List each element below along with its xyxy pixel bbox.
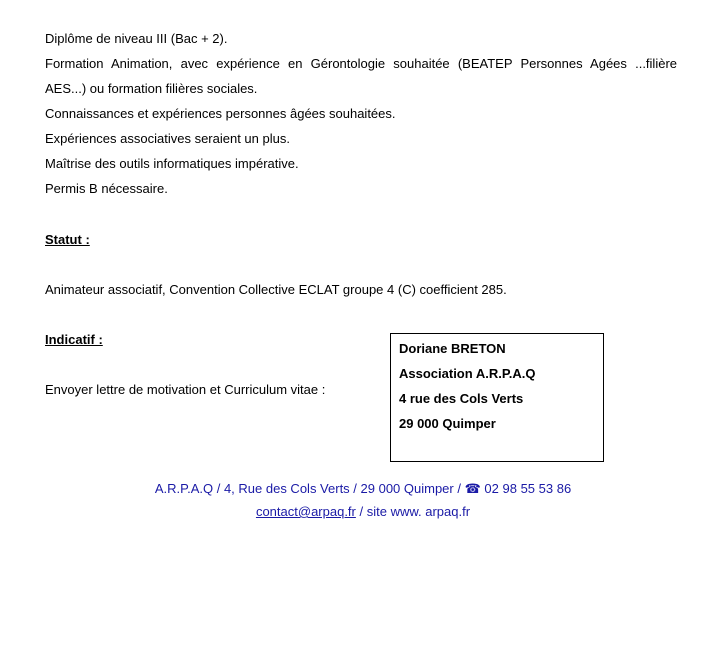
statut-text: Animateur associatif, Convention Collective ECLAT groupe 4 (C) coefficient 285. <box>45 282 507 297</box>
requirement-knowledge: Connaissances et expériences personnes âgées souhaitées. <box>45 106 396 121</box>
address-street: 4 rue des Cols Verts <box>399 391 524 406</box>
footer-address: A.R.P.A.Q / 4, Rue des Cols Verts / 29 000 Quimper / <box>154 481 461 496</box>
requirement-diploma: Diplôme de niveau III (Bac + 2). <box>45 31 228 46</box>
indicatif-instruction: Envoyer lettre de motivation et Curriculum vitae : <box>45 382 326 397</box>
requirement-training-cont: AES...) ou formation filières sociales. <box>45 81 258 96</box>
address-box <box>390 333 604 462</box>
indicatif-heading: Indicatif : <box>45 332 103 347</box>
address-org: Association A.R.P.A.Q <box>399 366 536 381</box>
footer-site: / site www. arpaq.fr <box>359 504 471 519</box>
address-city: 29 000 Quimper <box>399 416 496 431</box>
statut-heading: Statut : <box>45 232 90 247</box>
footer-phone: 02 98 55 53 86 <box>484 481 572 496</box>
footer-line-2 <box>0 504 726 520</box>
telephone-icon: ☎ <box>464 481 481 496</box>
requirement-license: Permis B nécessaire. <box>45 181 168 196</box>
requirement-it-skills: Maîtrise des outils informatiques impérative. <box>45 156 299 171</box>
address-name: Doriane BRETON <box>399 341 506 356</box>
requirement-training: Formation Animation, avec expérience en Gérontologie souhaitée (BEATEP Personnes Agées ...filière <box>45 56 677 71</box>
email-link[interactable]: contact@arpaq.fr <box>255 504 356 519</box>
requirement-associative: Expériences associatives seraient un plus. <box>45 131 290 146</box>
footer-line-1 <box>0 481 726 497</box>
